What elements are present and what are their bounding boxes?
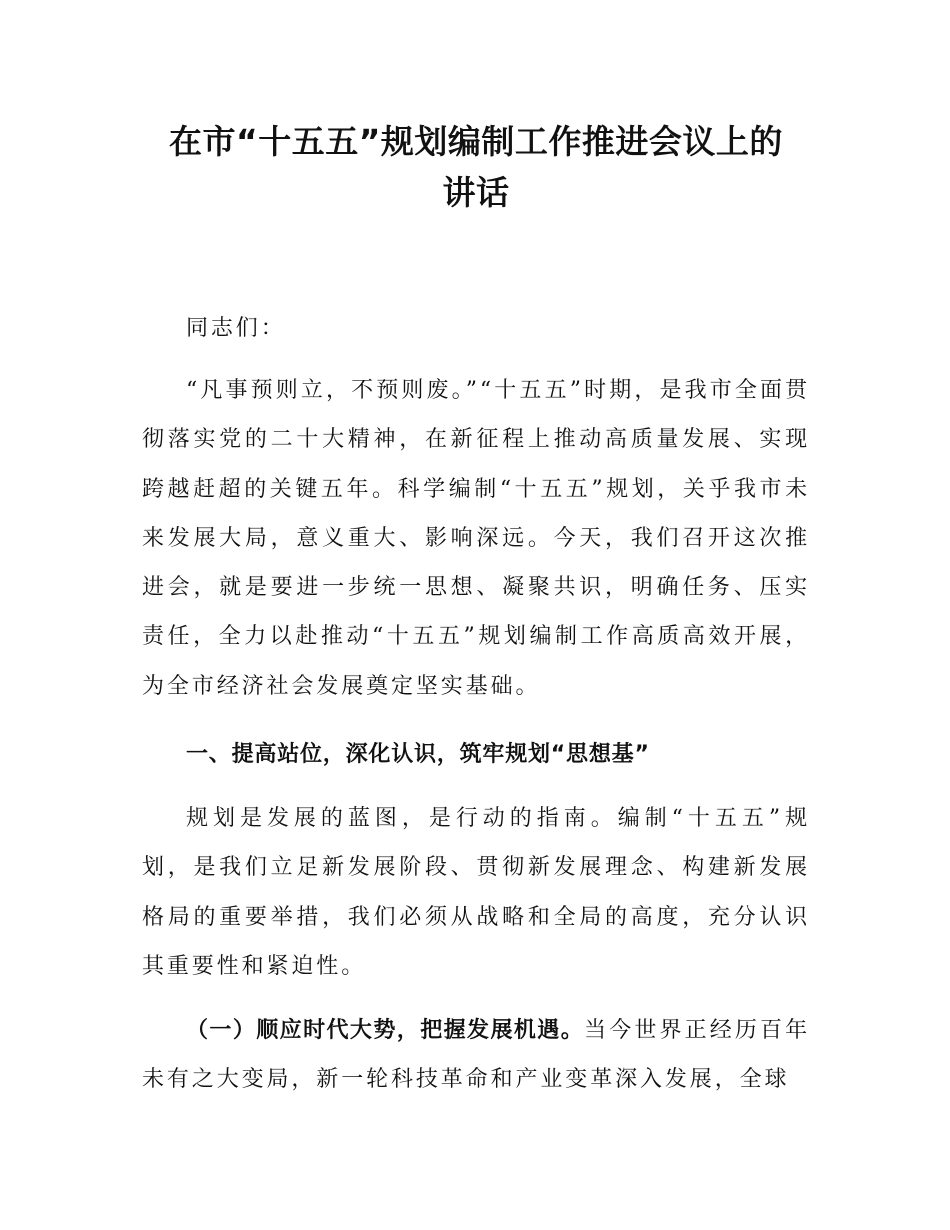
section-heading-1: 一、提高站位，深化认识，筑牢规划“思想基” [186,742,650,767]
greeting: 同志们： [186,316,286,341]
document-title [142,116,810,218]
paragraph-intro: “凡事预则立，不预则废。”“十五五”时期，是我市全面贯彻落实党的二十大精神，在新征程上推动高质量发展、实现跨越赶超的关键五年。科学编制“十五五”规划，关乎我市未来发展大局，意义重大、影响深远。今天，我们召开这次推进会，就是要进一步统一思想、凝聚共识，明确任务、压实责任，全力以赴推动“十五五”规划编制工作高质高效开展，为全市经济社会发展奠定坚实基础。 [142,378,810,699]
title-line-2: 讲话 [442,173,510,212]
paragraph-section-1: 规划是发展的蓝图，是行动的指南。编制“十五五”规划，是我们立足新发展阶段、贯彻新发展理念、构建新发展格局的重要举措，我们必须从战略和全局的高度，充分认识其重要性和紧迫性。 [142,806,810,979]
paragraph-subsection-1 [142,1006,810,1105]
title-line-1: 在市“十五五”规划编制工作推进会议上的 [169,122,783,161]
subsection-lead: （一）顺应时代大势，把握发展机遇。 [186,1018,585,1043]
subsection-text: 当今世界正经历百年未有之大变局，新一轮科技革命和产业变革深入发展，全球 [142,1018,810,1093]
document-page [142,0,810,1230]
